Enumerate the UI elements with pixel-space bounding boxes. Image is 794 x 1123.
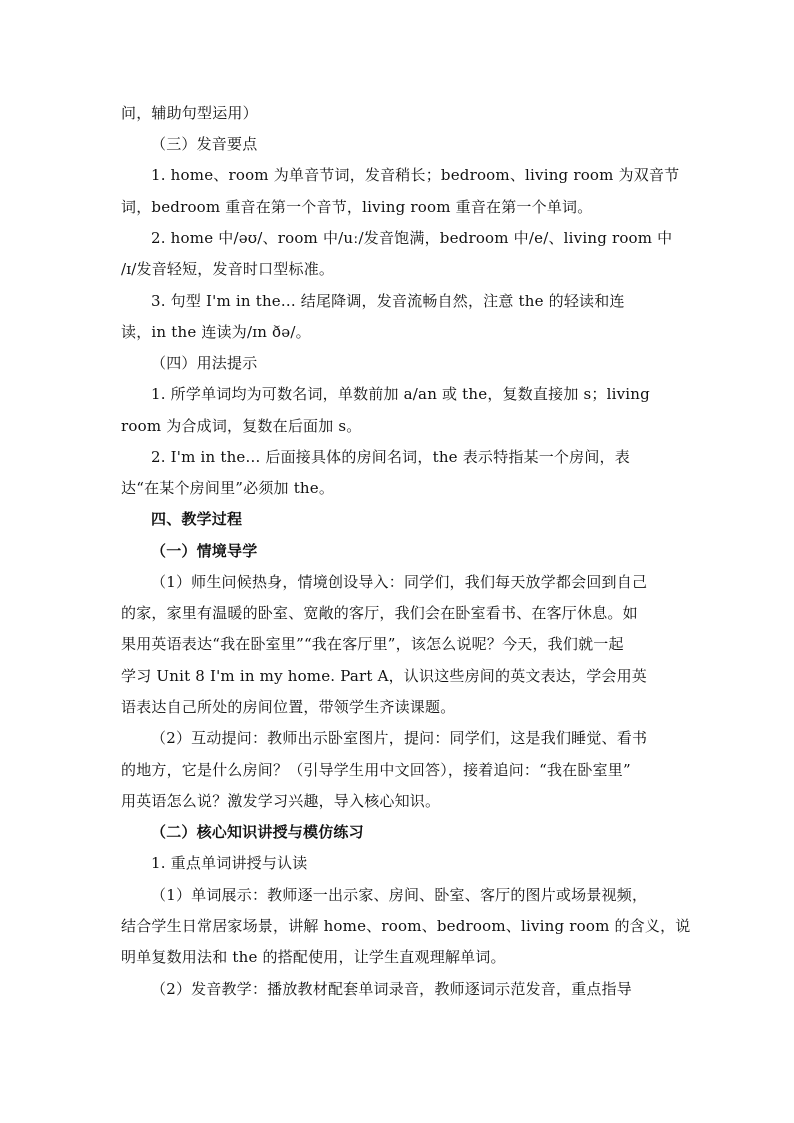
text-line-23: 用英语怎么说？激发学习兴趣，导入核心知识。	[121, 792, 441, 810]
subsection-heading-situation: （一）情境导学	[151, 542, 258, 560]
subsection-heading-core-knowledge: （二）核心知识讲授与模仿练习	[151, 823, 364, 841]
text-line-17: 的家，家里有温暖的卧室、宽敞的客厅，我们会在卧室看书、在客厅休息。如	[121, 604, 638, 622]
text-line-3: 1. home、room 为单音节词，发音稍长；bedroom、living room 为双音节	[151, 166, 680, 184]
text-line-21: （2）互动提问：教师出示卧室图片，提问：同学们，这是我们睡觉、看书	[151, 729, 648, 747]
text-line-4: 词，bedroom 重音在第一个音节，living room 重音在第一个单词。	[121, 198, 593, 216]
section-heading-teaching-process: 四、教学过程	[151, 510, 243, 528]
text-line-16: （1）师生问候热身，情境创设导入：同学们，我们每天放学都会回到自己	[151, 573, 648, 591]
text-line-25: 1. 重点单词讲授与认读	[151, 854, 308, 872]
text-line-20: 语表达自己所处的房间位置，带领学生齐读课题。	[121, 698, 456, 716]
section-heading-usage: （四）用法提示	[151, 354, 258, 372]
text-line-1: 问，辅助句型运用）	[121, 104, 258, 122]
text-line-22: 的地方，它是什么房间？（引导学生用中文回答），接着追问：“我在卧室里”	[121, 761, 631, 779]
text-line-13: 达“在某个房间里”必须加 the。	[121, 479, 335, 497]
text-line-10: 1. 所学单词均为可数名词，单数前加 a/an 或 the，复数直接加 s；living	[151, 385, 650, 403]
text-line-11: room 为合成词，复数在后面加 s。	[121, 417, 362, 435]
text-line-7: 3. 句型 I'm in the... 结尾降调，发音流畅自然，注意 the 的轻读和连	[151, 292, 625, 310]
text-line-6: /ɪ/发音轻短，发音时口型标准。	[121, 260, 335, 278]
text-line-26: （1）单词展示：教师逐一出示家、房间、卧室、客厅的图片或场景视频，	[151, 886, 648, 904]
section-heading-pronunciation: （三）发音要点	[151, 135, 258, 153]
text-line-12: 2. I'm in the... 后面接具体的房间名词，the 表示特指某一个房间，表	[151, 448, 630, 466]
text-line-8: 读，in the 连读为/ɪn ðə/。	[121, 323, 311, 341]
text-line-29: （2）发音教学：播放教材配套单词录音，教师逐词示范发音，重点指导	[151, 980, 632, 998]
text-line-27: 结合学生日常居家场景，讲解 home、room、bedroom、living room 的含义，说	[121, 917, 691, 935]
text-line-5: 2. home 中/əʊ/、room 中/uː/发音饱满，bedroom 中/e/、living room 中	[151, 229, 673, 247]
text-line-28: 明单复数用法和 the 的搭配使用，让学生直观理解单词。	[121, 948, 506, 966]
text-line-19: 学习 Unit 8 I'm in my home. Part A，认识这些房间的英文表达，学会用英	[121, 667, 647, 685]
text-line-18: 果用英语表达“我在卧室里”“我在客厅里”，该怎么说呢？今天，我们就一起	[121, 635, 624, 653]
